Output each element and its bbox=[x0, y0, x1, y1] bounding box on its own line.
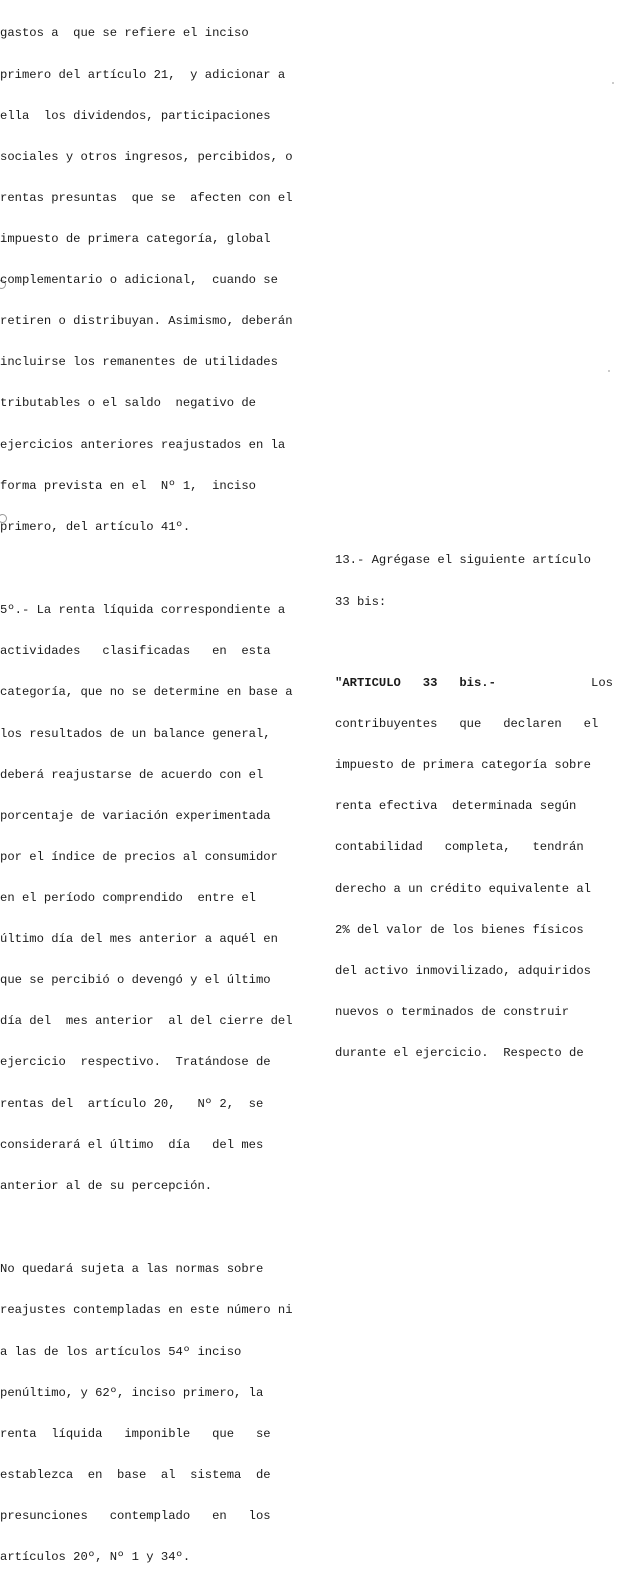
paragraph-5 bbox=[0, 577, 322, 1221]
article-title-tail: Los bbox=[591, 676, 613, 691]
text-line: impuesto de primera categoría, global bbox=[0, 231, 271, 246]
text-line: sociales y otros ingresos, percibidos, o bbox=[0, 149, 293, 164]
paragraph-13 bbox=[335, 527, 613, 637]
text-line: los resultados de un balance general, bbox=[0, 726, 271, 741]
article-title: "ARTICULO 33 bis.- bbox=[335, 676, 496, 691]
text-line: día del mes anterior al del cierre del bbox=[0, 1014, 293, 1029]
text-line: presunciones contemplado en los bbox=[0, 1508, 271, 1523]
text-line: a las de los artículos 54º inciso bbox=[0, 1344, 242, 1359]
text-line: 33 bis: bbox=[335, 594, 387, 609]
text-line: primero del artículo 21, y adicionar a bbox=[0, 67, 286, 82]
text-line: anterior al de su percepción. bbox=[0, 1178, 213, 1193]
text-line: renta líquida imponible que se bbox=[0, 1426, 271, 1441]
paragraph-gap bbox=[0, 562, 322, 577]
paragraph-gap bbox=[0, 1221, 322, 1236]
text-line: ejercicio respectivo. Tratándose de bbox=[0, 1055, 271, 1070]
article-heading-line bbox=[335, 677, 613, 691]
paragraph-continuation bbox=[0, 0, 322, 562]
right-column bbox=[335, 527, 613, 1088]
text-line: complementario o adicional, cuando se bbox=[0, 273, 278, 288]
text-line: impuesto de primera categoría sobre bbox=[335, 758, 591, 773]
text-line: nuevos o terminados de construir bbox=[335, 1004, 570, 1019]
text-line: porcentaje de variación experimentada bbox=[0, 808, 271, 823]
text-line: categoría, que no se determine en base a bbox=[0, 685, 293, 700]
text-line: establezca en base al sistema de bbox=[0, 1467, 271, 1482]
text-line: rentas presuntas que se afecten con el bbox=[0, 190, 293, 205]
text-line: último día del mes anterior a aquél en bbox=[0, 932, 278, 947]
text-line: 5º.- La renta líquida correspondiente a bbox=[0, 603, 286, 618]
scan-speck bbox=[608, 370, 610, 372]
text-line: artículos 20º, Nº 1 y 34º. bbox=[0, 1550, 191, 1565]
text-line: contabilidad completa, tendrán bbox=[335, 840, 584, 855]
text-line: No quedará sujeta a las normas sobre bbox=[0, 1262, 264, 1277]
text-line: durante el ejercicio. Respecto de bbox=[335, 1046, 584, 1061]
paragraph-no-sujeta bbox=[0, 1236, 322, 1592]
text-line: reajustes contempladas en este número ni bbox=[0, 1303, 293, 1318]
text-line: derecho a un crédito equivalente al bbox=[335, 881, 591, 896]
text-line: que se percibió o devengó y el último bbox=[0, 973, 271, 988]
paragraph-gap bbox=[335, 637, 613, 650]
text-line: por el índice de precios al consumidor bbox=[0, 849, 278, 864]
text-line: ejercicios anteriores reajustados en la bbox=[0, 437, 286, 452]
text-line: ella los dividendos, participaciones bbox=[0, 108, 271, 123]
text-line: 2% del valor de los bienes físicos bbox=[335, 922, 584, 937]
text-line: 13.- Agrégase el siguiente artículo bbox=[335, 553, 591, 568]
text-line: renta efectiva determinada según bbox=[335, 799, 577, 814]
text-line: del activo inmovilizado, adquiridos bbox=[335, 963, 591, 978]
text-line: primero, del artículo 41º. bbox=[0, 519, 191, 534]
text-line: actividades clasificadas en esta bbox=[0, 644, 271, 659]
text-line: rentas del artículo 20, Nº 2, se bbox=[0, 1096, 264, 1111]
text-line: forma prevista en el Nº 1, inciso bbox=[0, 478, 256, 493]
text-line: tributables o el saldo negativo de bbox=[0, 396, 256, 411]
text-line: gastos a que se refiere el inciso bbox=[0, 26, 249, 41]
text-line: en el período comprendido entre el bbox=[0, 891, 256, 905]
text-line: incluirse los remanentes de utilidades bbox=[0, 355, 278, 370]
text-line: deberá reajustarse de acuerdo con el bbox=[0, 767, 264, 782]
scan-speck bbox=[612, 82, 614, 84]
article-33-bis bbox=[335, 650, 613, 1089]
text-line: penúltimo, y 62º, inciso primero, la bbox=[0, 1385, 264, 1400]
text-line: considerará el último día del mes bbox=[0, 1137, 264, 1152]
text-line: contribuyentes que declaren el bbox=[335, 717, 599, 732]
text-line: retiren o distribuyan. Asimismo, deberán bbox=[0, 314, 293, 329]
